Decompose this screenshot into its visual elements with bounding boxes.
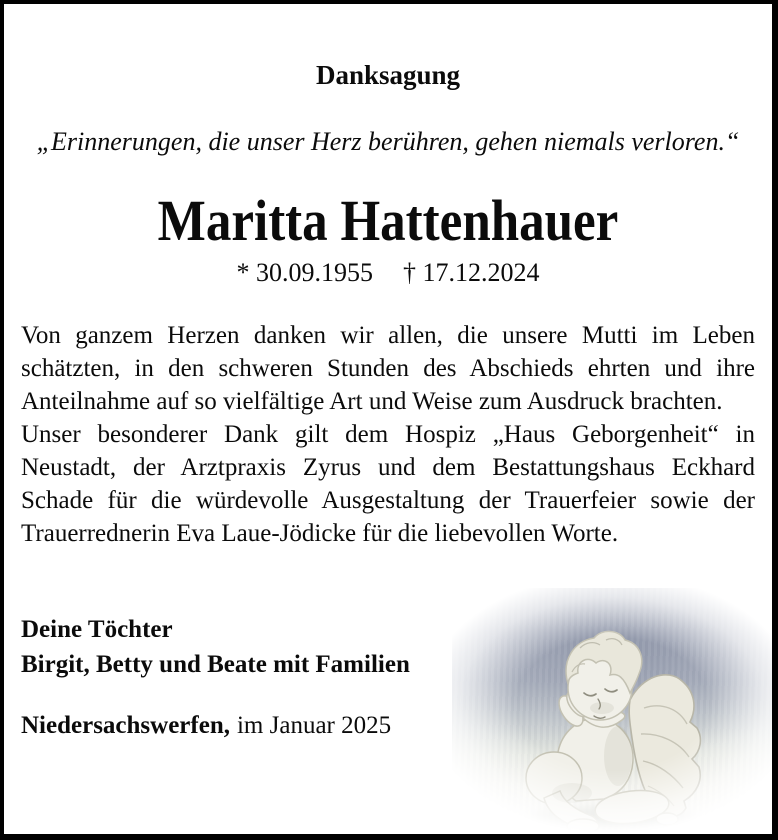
angel-figurine-photo [452, 588, 772, 834]
thanks-paragraph-1: Von ganzem Herzen danken wir allen, die unsere Mutti im Leben schätzten, in den schweren Stunden des Abschieds ehrten und ihre Anteilnahme auf so vielfältige Art und Weise zum Ausdruck brachten. [21, 322, 755, 415]
place-date-line [21, 711, 391, 741]
date-text: im Januar 2025 [236, 712, 392, 739]
life-dates [4, 259, 772, 287]
signature-block [21, 612, 410, 682]
death-date: † 17.12.2024 [403, 258, 540, 287]
signature-intro: Deine Töchter [21, 616, 173, 643]
signature-names: Birgit, Betty und Beate mit Familien [21, 651, 410, 678]
memorial-quote: „Erinnerungen, die unser Herz berühren, gehen niemals verloren.“ [36, 127, 740, 156]
thanks-text-block [21, 319, 755, 550]
angel-figurine-illustration [452, 588, 772, 834]
thanks-paragraph-2: Unser besonderer Dank gilt dem Hospiz „Haus Geborgenheit“ in Neustadt, der Arztpraxis Zyrus und dem Bestattungshaus Eckhard Schade für die würdevolle Ausgestaltung der Trauerfeier sowie der Trauerrednerin Eva Laue-Jödicke für die liebevollen Worte. [21, 421, 755, 547]
birth-date: * 30.09.1955 [236, 258, 373, 287]
notice-type-heading: Danksagung [315, 60, 461, 90]
deceased-name: Maritta Hattenhauer [157, 188, 619, 253]
place-name: Niedersachswerfen, [21, 712, 230, 739]
